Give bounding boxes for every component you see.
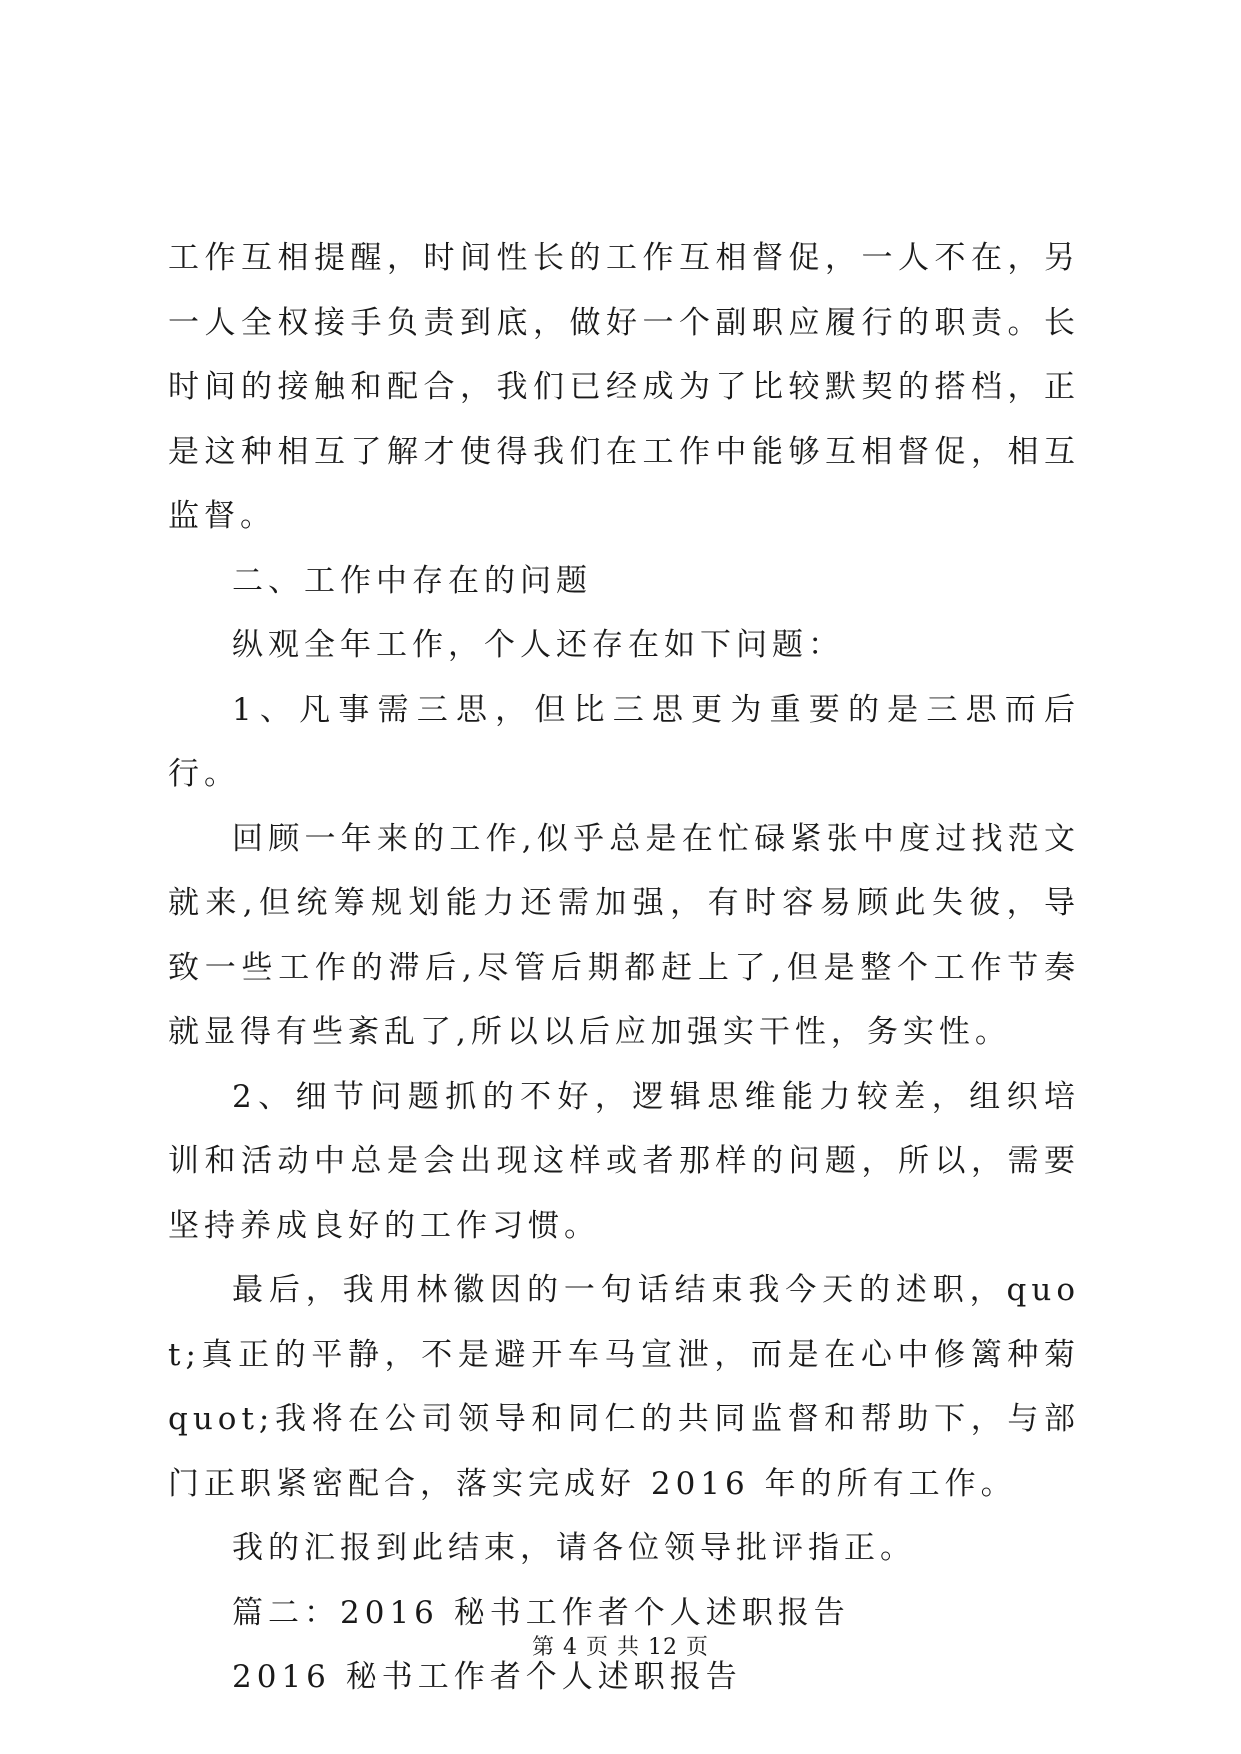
paragraph-1: 工作互相提醒，时间性长的工作互相督促，一人不在，另一人全权接手负责到底，做好一个副职应履行的职责。长时间的接触和配合，我们已经成为了比较默契的搭档，正是这种相互了解才使得我们在工作中能够互相督促，相互监督。 (168, 240, 1080, 534)
section-heading-problems: 二、工作中存在的问题 (232, 562, 592, 599)
list-item-2: 2、细节问题抓的不好，逻辑思维能力较差，组织培训和活动中总是会出现这样或者那样的问题，所以，需要坚持养成良好的工作习惯。 (168, 1078, 1080, 1244)
paragraph-5: 我的汇报到此结束，请各位领导批评指正。 (232, 1530, 916, 1566)
list-item-1: 1、凡事需三思，但比三思更为重要的是三思而后行。 (168, 691, 1080, 792)
page-number-footer: 第 4 页 共 12 页 (532, 1635, 709, 1660)
paragraph-3: 回顾一年来的工作,似乎总是在忙碌紧张中度过找范文就来,但统筹规划能力还需加强，有时容易顾此失彼，导致一些工作的滞后,尽管后期都赶上了,但是整个工作节奏就显得有些紊乱了,所以以后应加强实干性，务实性。 (168, 820, 1080, 1050)
document-body (168, 226, 1080, 1710)
section-heading-part-two: 篇二：2016 秘书工作者个人述职报告 (232, 1594, 850, 1631)
paragraph-2: 纵观全年工作，个人还存在如下问题： (232, 627, 844, 663)
paragraph-4: 最后，我用林徽因的一句话结束我今天的述职，quot;真正的平静，不是避开车马宣泄，而是在心中修篱种菊quot;我将在公司领导和同仁的共同监督和帮助下，与部门正职紧密配合，落实完成好 2016 年的所有工作。 (168, 1272, 1080, 1502)
report-title: 2016 秘书工作者个人述职报告 (232, 1659, 742, 1695)
